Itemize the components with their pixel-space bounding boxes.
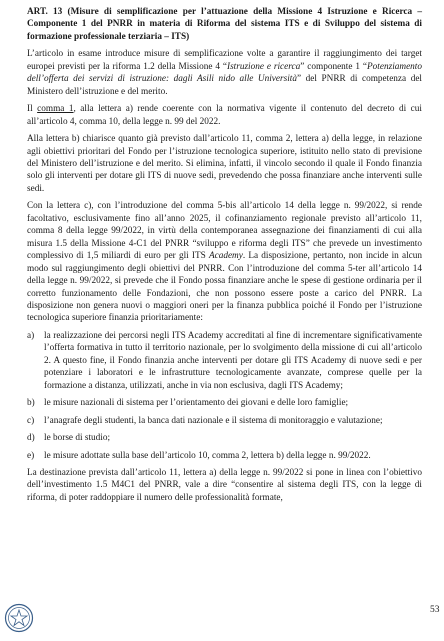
article-title: ART. 13 (Misure di semplificazione per l’attuazione della Missione 4 Istruzione e Ricerca – Componente 1 del PNRR in materia di Riforma del sistema ITS e di Sviluppo del sistema di formazione professionale terziaria – ITS) — [27, 7, 422, 42]
text-run: . La disposizione, pertanto, non incide in alcun modo sul raggiungimento degli obiettivi del PNRR. Con l’introduzione del comma 5-ter all’articolo 14 della legge n. 99/2022, si prevede che il Fondo possa finanziare anche le spese di gestione ordinaria per il corretto funzionamento delle Fondazioni, che non possono essere poste a carico del PNRR. La disposizione non genera nuovi o maggiori oneri per la finanza pubblica poiché il Fondo per l’istruzione tecnologica superiore finanzia prioritariamente: — [27, 251, 423, 324]
list-item-label: c) — [27, 415, 35, 426]
text-run: ” componente 1 “ — [300, 61, 368, 72]
list-item-label: e) — [27, 450, 35, 461]
list-item — [27, 450, 422, 462]
seal-emblem-icon — [4, 603, 34, 633]
text-run: L’articolo in esame introduce misure di semplificazione volte a garantire il raggiungimento dei target europei previsti per la riforma 1.2 della Missione 4 “ — [27, 49, 422, 72]
paragraph-destinazione: La destinazione prevista dall’articolo 11, lettera a) della legge n. 99/2022 si pone in linea con l’obiettivo dell’investimento 1.5 M4C1 del PNRR, vale a dire “consentire al sistema degli ITS, con la legge di riforma, di poter raddoppiare il numero delle professionalità formate, — [27, 467, 422, 503]
list-item-text: l’anagrafe degli studenti, la banca dati nazionale e il sistema di monitoraggio e valutazione; — [44, 415, 383, 426]
paragraph-lettera-b: Alla lettera b) chiarisce quanto già previsto dall’articolo 11, comma 2, lettera a) della legge, in relazione agli obiettivi prioritari del Fondo per l’istruzione tecnologica superiore, istituito nello stato di previsione del Ministero dell’istruzione e del merito. Si elimina, infatti, il vincolo secondo il quale il Fondo finanzia solo gli interventi per dotare gli ITS di nuove sedi, prevedendo che possa finanziare anche interventi sulle sedi. — [27, 134, 422, 194]
list-item-label: b) — [27, 398, 35, 409]
paragraph-intro — [27, 48, 422, 98]
list-item — [27, 330, 422, 392]
list-item-text: le misure adottate sulla base dell’articolo 10, comma 2, lettera b) della legge n. 99/2022. — [44, 450, 371, 461]
text-run: ” del PNRR di competenza del Ministero dell’istruzione e del merito. — [27, 74, 423, 97]
text-run: , alla lettera a) rende coerente con la normativa vigente il contenuto del decreto di cui all’articolo 4, comma 10, della legge n. 99 del 2022. — [27, 104, 422, 127]
priority-list — [27, 330, 422, 462]
list-item — [27, 432, 422, 444]
paragraph-comma-1 — [27, 103, 422, 128]
italic-run: Academy — [208, 251, 243, 262]
list-item-label: a) — [27, 330, 35, 341]
list-item-text: la realizzazione dei percorsi negli ITS Academy accreditati al fine di incrementare significativamente l’offerta formativa in tutto il territorio nazionale, per lo svolgimento della missione di cui all’articolo 2. A questo fine, il Fondo finanzia anche interventi per dotare gli ITS Academy di nuove sedi e per potenziare i laboratori e le infrastrutture tecnologicamente avanzate, comprese quelle per la formazione a distanza, utilizzati, anche in via non esclusiva, dagli ITS Academy; — [44, 330, 422, 391]
underlined-run: comma 1 — [37, 104, 74, 115]
list-item-text: le borse di studio; — [44, 433, 111, 444]
text-run: Con la lettera c), con l’introduzione del comma 5-bis all’articolo 14 della legge n. 99/2022, si rende facoltativo, esclusivamente fino all’anno 2025, il cofinanziamento regionale previsto all’articolo 11, comma 8 della legge 99/2022, in virtù della contemporanea assegnazione dei finanziamenti di cui alla misura 1.5 della Missione 4-C1 del PNRR “sviluppo e riforma degli ITS” che prevede un investimento complessivo di 1,5 miliardi di euro per gli ITS — [27, 201, 422, 262]
list-item — [27, 397, 422, 409]
list-item — [27, 415, 422, 427]
list-item-label: d) — [27, 433, 35, 444]
document-page — [27, 6, 422, 509]
paragraph-lettera-c — [27, 200, 422, 325]
list-item-text: le misure nazionali di sistema per l’orientamento dei giovani e delle loro famiglie; — [44, 398, 349, 409]
text-run: Il — [27, 104, 38, 115]
page-number: 53 — [430, 605, 440, 615]
italic-run: Istruzione e ricerca — [226, 61, 301, 72]
italic-run: Potenziamento dell’offerta dei servizi di istruzione: dagli Asili nido alle Università — [27, 61, 422, 85]
